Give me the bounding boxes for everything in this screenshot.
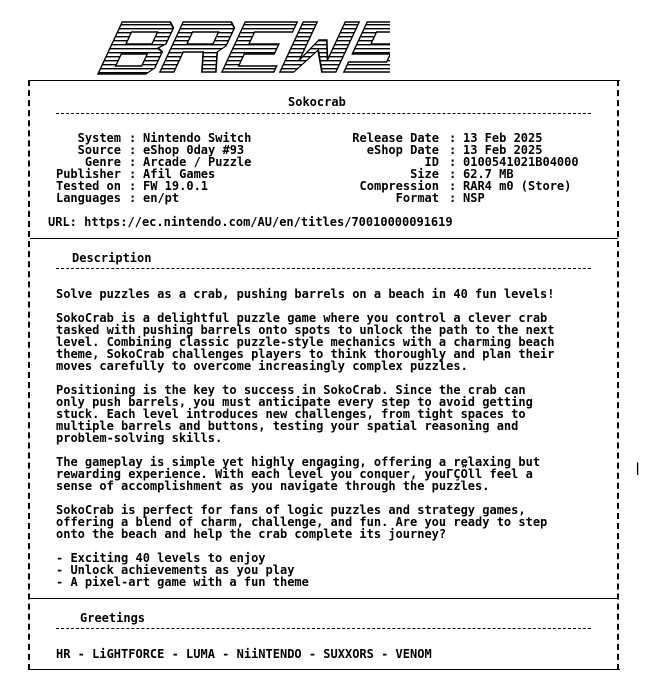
info-label: System [77,131,121,145]
info-colon: : [449,179,457,193]
description-line: theme, SokoCrab challenges players to think thoroughly and plan their [56,347,555,361]
info-colon: : [449,131,457,145]
description-line: onto the beach and help the crab complete its journey? [56,527,447,541]
description-line: The gameplay is simple yet highly engaging, offering a relaxing but [56,455,541,469]
info-value: FW 19.0.1 [143,179,209,193]
store-url[interactable]: https://ec.nintendo.com/AU/en/titles/70010000091619 [84,215,453,229]
description-line: - A pixel-art game with a fun theme [56,575,309,589]
info-label: Compression [359,179,439,193]
info-colon: : [129,167,137,181]
description-line: Solve puzzles as a crab, pushing barrels on a beach in 40 fun levels! [56,287,555,301]
description-line: problem-solving skills. [56,431,223,445]
info-label: eShop Date [366,143,439,157]
info-colon: : [449,155,457,169]
frame-bottom-border [28,669,620,670]
info-colon: : [129,131,137,145]
info-label: Languages [55,191,121,205]
description-line: SokoCrab is perfect for fans of logic puzzles and strategy games, [56,503,526,517]
info-colon: : [449,143,457,157]
description-rule [56,268,591,269]
info-value: 62.7 MB [463,167,514,181]
info-colon: : [129,143,137,157]
description-line: - Exciting 40 levels to enjoy [56,551,266,565]
info-label: ID [424,155,439,169]
info-colon: : [449,191,457,205]
info-value: 0100541021B04000 [463,155,579,169]
info-label: Release Date [352,131,439,145]
info-value: eShop 0day #93 [143,143,245,157]
info-value: Nintendo Switch [143,131,252,145]
section-divider [30,238,618,239]
info-value: 13 Feb 2025 [463,143,543,157]
brews-logo [80,16,390,82]
info-colon: : [129,191,137,205]
info-value: en/pt [143,191,180,205]
frame-top-border [28,80,620,81]
description-line: Positioning is the key to success in SokoCrab. Since the crab can [56,383,526,397]
description-line: multiple barrels and buttons, testing your spatial reasoning and [56,419,519,433]
info-value: Arcade / Puzzle [143,155,252,169]
description-line: - Unlock achievements as you play [56,563,295,577]
description-line: only push barrels, you must anticipate every step to avoid getting [56,395,533,409]
description-line: SokoCrab is a delightful puzzle game where you control a clever crab [56,311,548,325]
url-row [48,216,453,228]
frame-right-border [617,80,619,670]
description-line: offering a blend of charm, challenge, and fun. Are you ready to step [56,515,548,529]
info-label: Format [395,191,439,205]
description-line: rewarding experience. With each level you conquer, youΓÇÖll feel a [56,467,533,481]
description-line: sense of accomplishment as you navigate through the puzzles. [56,479,490,493]
info-value: RAR4 m0 (Store) [463,179,572,193]
info-label: Size [410,167,439,181]
description-heading: Description [72,251,152,265]
info-value: Afil Games [143,167,216,181]
info-colon: : [129,179,137,193]
section-divider [30,598,618,599]
greetings-heading: Greetings [80,611,146,625]
greetings-list: HR - LiGHTFORCE - LUMA - NiiNTENDO - SUXXORS - VENOM [56,647,432,661]
info-value: NSP [463,191,485,205]
release-title: Sokocrab [288,95,346,109]
description-line: level. Combining classic puzzle-style mechanics with a charming beach [56,335,555,349]
description-line: tasked with pushing barrels onto spots to unlock the path to the next [56,323,555,337]
url-label: URL: [48,215,77,229]
info-label: Publisher [55,167,121,181]
info-value: 13 Feb 2025 [463,131,543,145]
title-rule [56,113,591,114]
info-colon: : [449,167,457,181]
info-label: Genre [84,155,121,169]
info-label: Tested on [55,179,121,193]
info-colon: : [129,155,137,169]
stray-mark: | [634,461,642,475]
info-label: Source [77,143,121,157]
greetings-rule [56,628,591,629]
description-line: stuck. Each level introduces new challenges, from tight spaces to [56,407,526,421]
description-line: moves carefully to overcome increasingly complex puzzles. [56,359,468,373]
